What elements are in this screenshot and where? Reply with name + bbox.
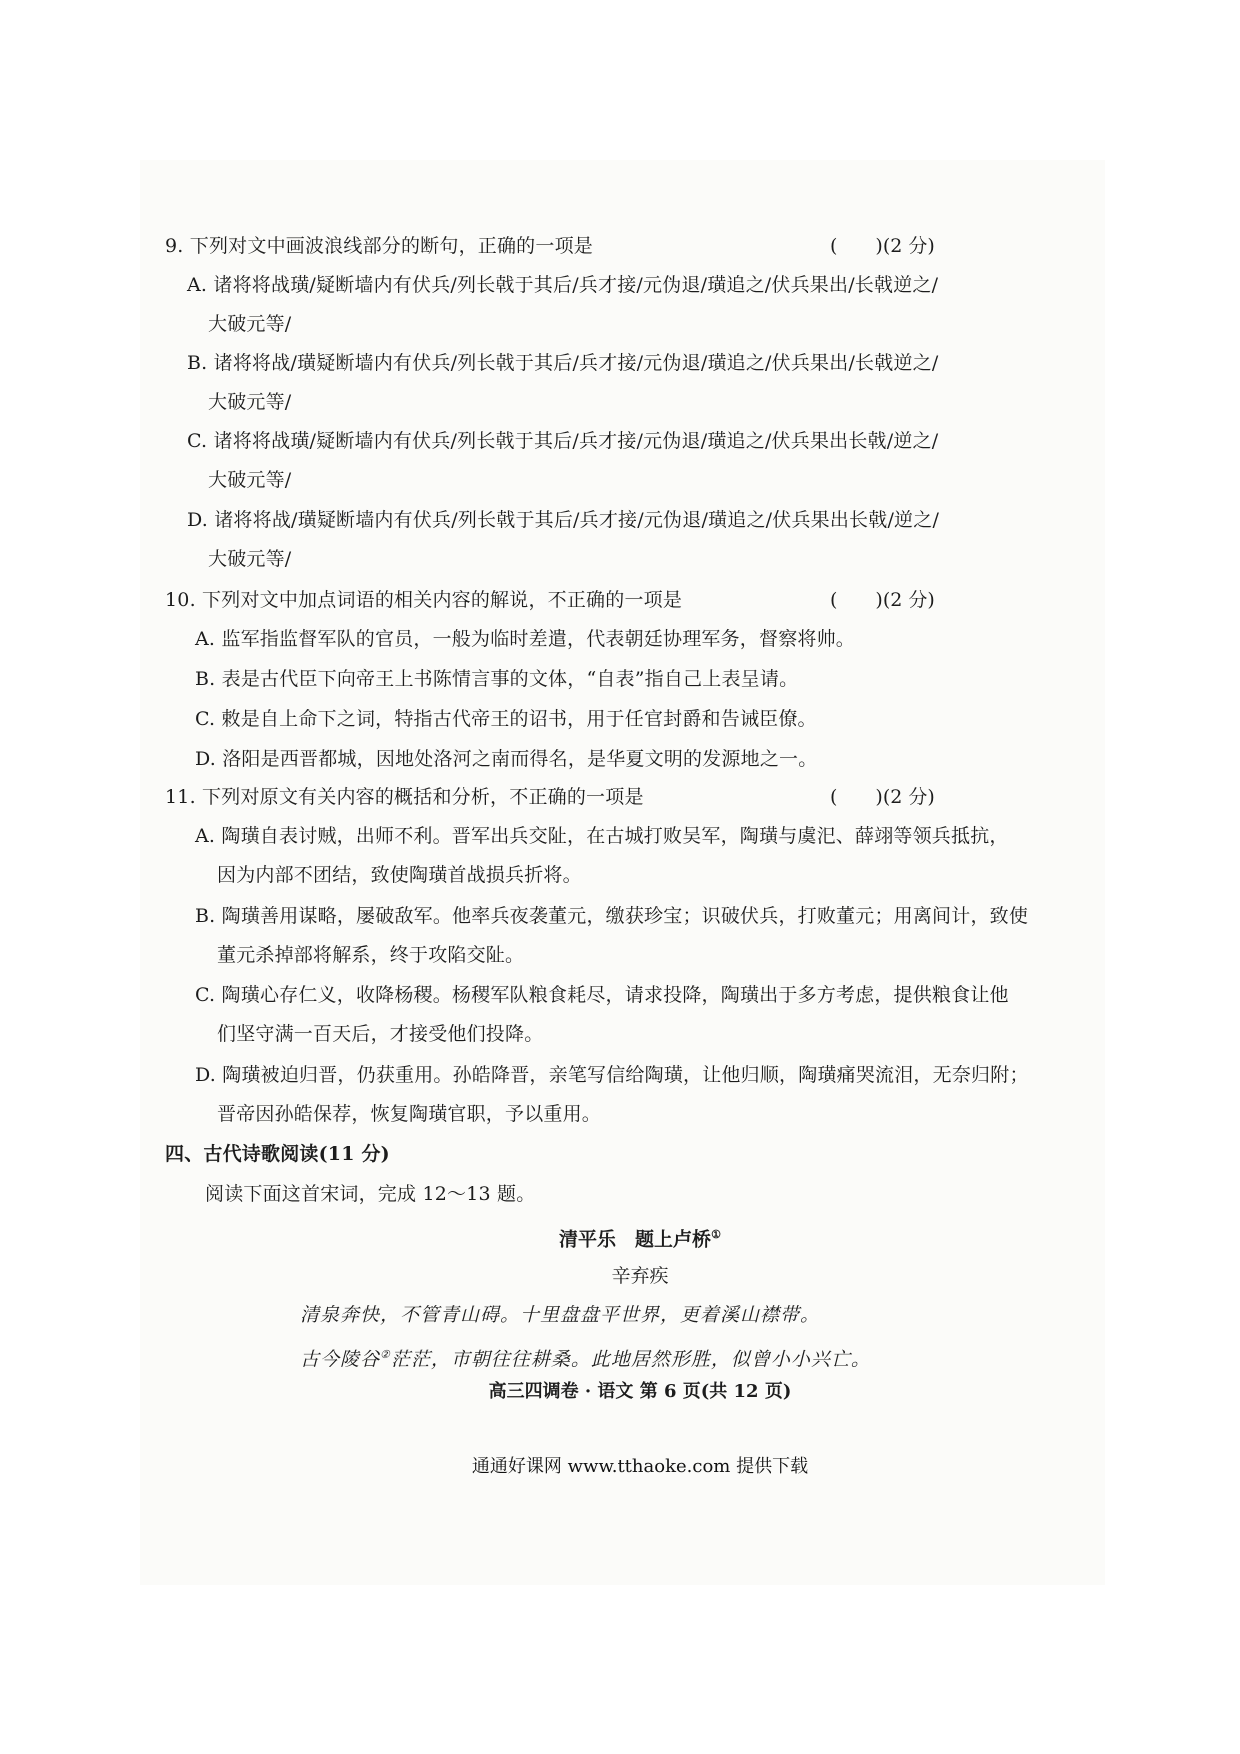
q9-option-b: B. 诸将将战/璜疑断墙内有伏兵/列长戟于其后/兵才接/元伪退/璜追之/伏兵果出/长戟逆之/ (187, 352, 939, 374)
q10-option-d: D. 洛阳是西晋都城，因地处洛河之南而得名，是华夏文明的发源地之一。 (195, 748, 818, 770)
q10-score: ( )(2 分) (830, 589, 935, 611)
q11-score: ( )(2 分) (830, 786, 935, 808)
poet-name: 辛弃疾 (611, 1265, 669, 1287)
q9-score: ( )(2 分) (830, 235, 935, 257)
q11-option-b: B. 陶璜善用谋略，屡破敌军。他率兵夜袭董元，缴获珍宝；识破伏兵，打败董元；用离间计，致使 (195, 905, 1029, 927)
q9-option-d-cont: 大破元等/ (208, 548, 292, 570)
q11-option-a-cont: 因为内部不团结，致使陶璜首战损兵折将。 (217, 864, 582, 886)
q10-option-a: A. 监军指监督军队的官员，一般为临时差遣，代表朝廷协理军务，督察将帅。 (195, 628, 856, 650)
q11-option-b-cont: 董元杀掉部将解系，终于攻陷交阯。 (217, 944, 525, 966)
poem-line-2-note: ② (380, 1348, 391, 1361)
q9-stem: 9. 下列对文中画波浪线部分的断句，正确的一项是 (165, 235, 593, 257)
section4-heading: 四、古代诗歌阅读(11 分) (165, 1143, 390, 1165)
poem-title-text: 清平乐 题上卢桥 (559, 1228, 712, 1251)
q9-option-b-cont: 大破元等/ (208, 391, 292, 413)
q11-option-c-cont: 们坚守满一百天后，才接受他们投降。 (217, 1023, 544, 1045)
q11-option-d: D. 陶璜被迫归晋，仍获重用。孙皓降晋，亲笔写信给陶璜，让他归顺，陶璜痛哭流泪，无奈归附； (195, 1064, 1029, 1086)
download-watermark: 通通好课网 www.tthaoke.com 提供下载 (471, 1456, 809, 1477)
poem-line-1: 清泉奔快，不管青山碍。十里盘盘平世界，更着溪山襟带。 (300, 1304, 821, 1326)
poem-line-2a: 古今陵谷 (300, 1348, 381, 1371)
q11-stem: 11. 下列对原文有关内容的概括和分析，不正确的一项是 (165, 786, 644, 808)
poem-title-note: ① (711, 1228, 721, 1241)
q9-option-d: D. 诸将将战/璜疑断墙内有伏兵/列长戟于其后/兵才接/元伪退/璜追之/伏兵果出长戟/逆之/ (187, 509, 940, 531)
q9-option-c-cont: 大破元等/ (208, 469, 292, 491)
q11-option-c: C. 陶璜心存仁义，收降杨稷。杨稷军队粮食耗尽，请求投降，陶璜出于多方考虑，提供粮食让他 (195, 984, 1009, 1006)
poem-title (0, 1222, 1240, 1252)
section4-intro: 阅读下面这首宋词，完成 12～13 题。 (205, 1183, 536, 1205)
q9-option-a: A. 诸将将战璜/疑断墙内有伏兵/列长戟于其后/兵才接/元伪退/璜追之/伏兵果出/长戟逆之/ (187, 274, 939, 296)
q11-option-a: A. 陶璜自表讨贼，出师不利。晋军出兵交阯，在古城打败吴军，陶璜与虞汜、薛翊等领兵抵抗， (195, 825, 1009, 847)
poem-line-2b: 茫茫，市朝往往耕桑。此地居然形胜，似曾小小兴亡。 (390, 1348, 871, 1371)
q9-option-a-cont: 大破元等/ (208, 313, 292, 335)
q11-option-d-cont: 晋帝因孙皓保荐，恢复陶璜官职，予以重用。 (217, 1103, 602, 1125)
q10-option-c: C. 敕是自上命下之词，特指古代帝王的诏书，用于任官封爵和告诫臣僚。 (195, 708, 817, 730)
q9-option-c: C. 诸将将战璜/疑断墙内有伏兵/列长戟于其后/兵才接/元伪退/璜追之/伏兵果出长戟/逆之/ (187, 430, 939, 452)
page-footer: 高三四调卷 · 语文 第 6 页(共 12 页) (488, 1381, 792, 1402)
q10-option-b: B. 表是古代臣下向帝王上书陈情言事的文体，“自表”指自己上表呈请。 (195, 668, 799, 690)
q10-stem: 10. 下列对文中加点词语的相关内容的解说，不正确的一项是 (165, 589, 683, 611)
poem-line-2 (300, 1342, 871, 1372)
